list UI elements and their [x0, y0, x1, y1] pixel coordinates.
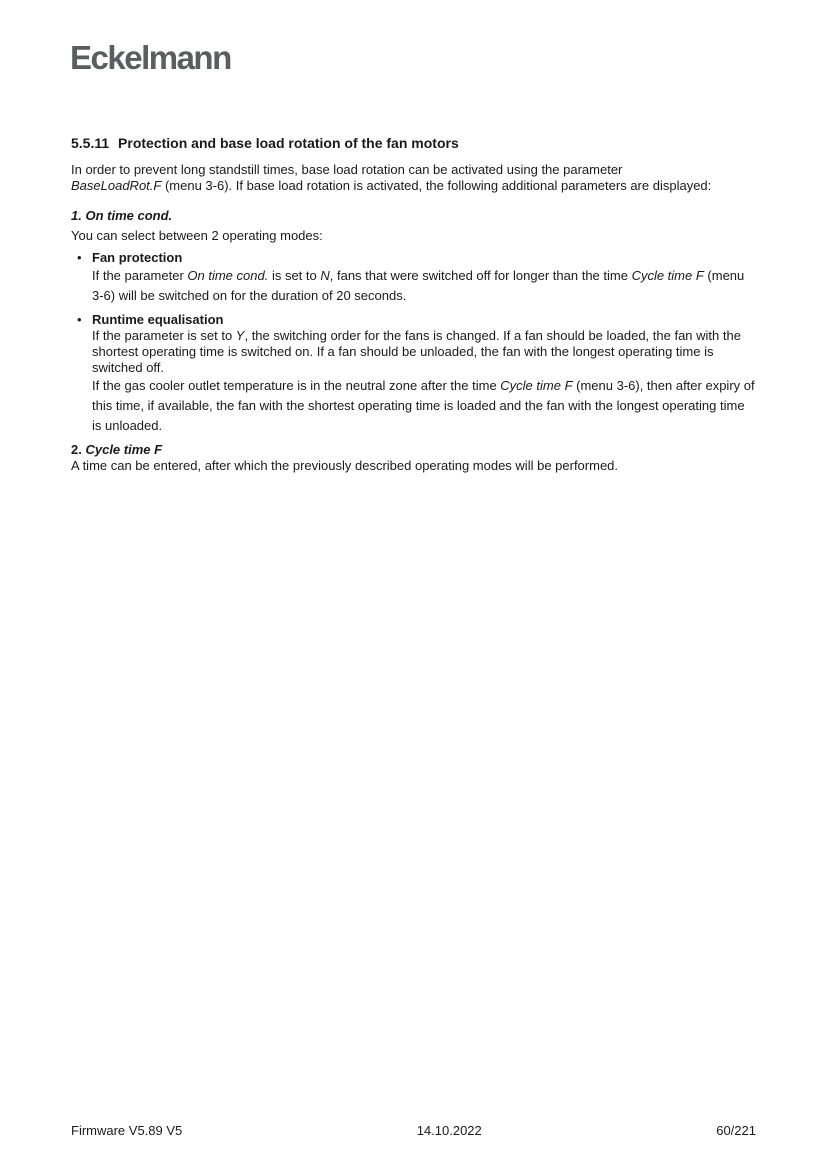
bullet: •	[77, 250, 82, 265]
param1-number: 1.	[71, 208, 82, 223]
param2-name: Cycle time F	[85, 442, 163, 457]
footer-firmware: Firmware V5.89 V5	[71, 1123, 183, 1138]
mode-description-2	[92, 376, 757, 436]
section-number: 5.5.11	[71, 135, 110, 151]
mode-text: (menu 3-6) will be switched on for the duration of 20 seconds.	[92, 268, 745, 303]
mode-text: If the gas cooler outlet temperature is in the neutral zone after the time	[92, 378, 501, 393]
param1-intro: You can select between 2 operating modes:	[71, 228, 323, 243]
param1-name: On time cond.	[85, 208, 173, 223]
section-heading	[71, 134, 757, 152]
intro-text-1: In order to prevent long standstill times, base load rotation can be activated using the parameter	[71, 162, 623, 177]
mode-text: , fans that were switched off for longer than the time	[329, 268, 632, 283]
mode-param: On time cond.	[187, 268, 269, 283]
intro-parameter: BaseLoadRot.F	[71, 178, 162, 193]
intro-paragraph	[71, 162, 757, 194]
mode-description	[92, 328, 757, 376]
list-item	[71, 312, 757, 436]
mode-text: is set to	[268, 268, 321, 283]
mode-title: Runtime equalisation	[92, 312, 224, 327]
footer-page-number: 60/221	[716, 1123, 756, 1138]
footer-date: 14.10.2022	[416, 1123, 482, 1138]
mode-title: Fan protection	[92, 250, 183, 265]
list-item	[71, 250, 757, 306]
page-footer	[71, 1123, 756, 1138]
mode-param: Cycle time F	[500, 378, 573, 393]
page-content	[71, 134, 757, 474]
mode-text: If the parameter	[92, 268, 188, 283]
bullet: •	[77, 312, 82, 327]
mode-param: Y	[235, 328, 245, 343]
mode-text: , the switching order for the fans is changed. If a fan should be loaded, the fan with the shortest operating time is switched on. If a fan should be unloaded, the fan with the longest operating time is switched off.	[92, 328, 741, 375]
mode-description	[92, 266, 757, 306]
mode-text: If the parameter is set to	[92, 328, 236, 343]
param2-number: 2.	[71, 442, 82, 457]
mode-text: (menu 3-6), then after expiry of this time, if available, the fan with the shortest operating time is loaded and the fan with the longest operating time is unloaded.	[92, 378, 755, 433]
param1-heading	[71, 208, 757, 224]
modes-list	[71, 250, 757, 436]
mode-param: Cycle time F	[631, 268, 704, 283]
param2-heading	[71, 442, 757, 458]
section-title: Protection and base load rotation of the fan motors	[118, 135, 459, 151]
company-logo: Eckelmann	[70, 39, 231, 76]
intro-text-2: (menu 3-6). If base load rotation is activated, the following additional parameters are displayed:	[161, 178, 712, 193]
param2-text: A time can be entered, after which the previously described operating modes will be performed.	[71, 458, 619, 473]
mode-param: N	[320, 268, 330, 283]
